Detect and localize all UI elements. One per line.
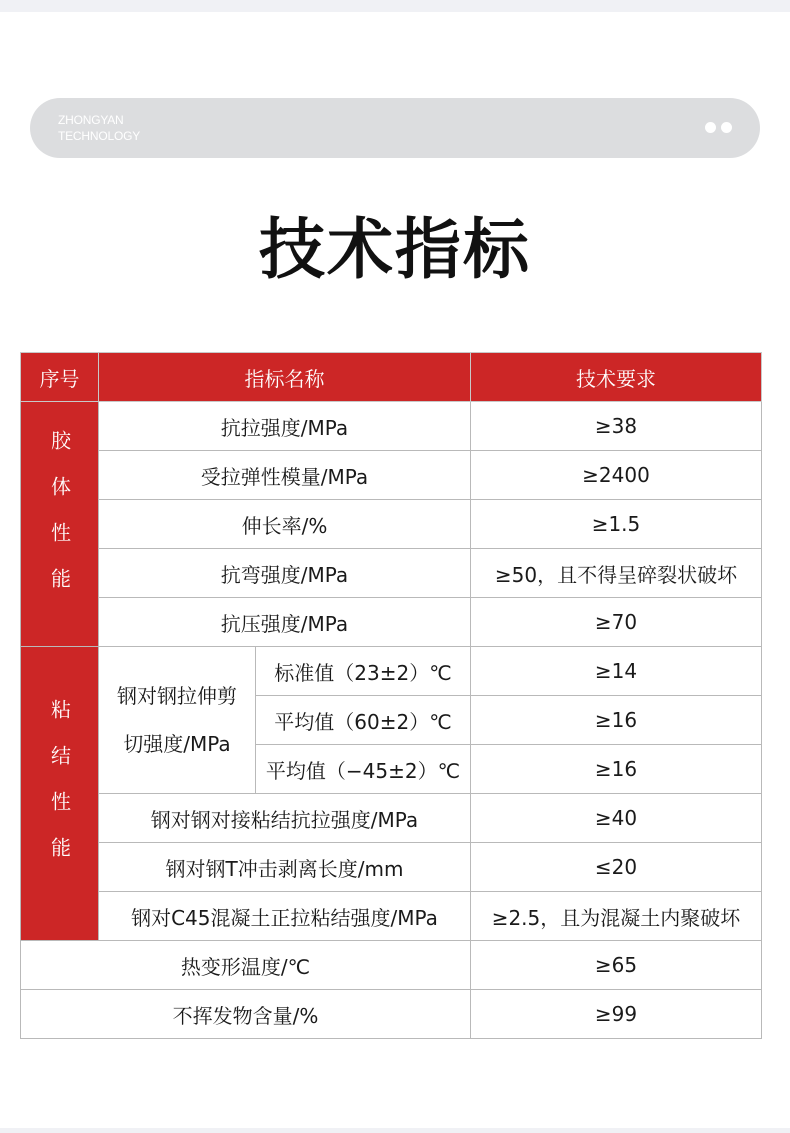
row-condition: 平均值（60±2）℃ [256, 696, 471, 745]
table-row [21, 598, 762, 647]
group-label-colloid [21, 402, 99, 647]
brand-logo-text [58, 112, 140, 144]
shear-name-line-1: 钢对钢拉伸剪 [117, 684, 237, 708]
row-name: 抗弯强度/MPa [99, 549, 471, 598]
row-name: 钢对钢T冲击剥离长度/mm [99, 843, 471, 892]
row-name: 抗拉强度/MPa [99, 402, 471, 451]
row-value: ≥50，且不得呈碎裂状破坏 [471, 549, 762, 598]
row-name: 热变形温度/℃ [21, 941, 471, 990]
row-value: ≥2.5，且为混凝土内聚破坏 [471, 892, 762, 941]
brand-line-1: ZHONGYAN [58, 113, 124, 127]
row-condition: 标准值（23±2）℃ [256, 647, 471, 696]
table-row [21, 794, 762, 843]
row-value: ≥38 [471, 402, 762, 451]
row-value: ≥65 [471, 941, 762, 990]
group-label-text: 胶体性能 [47, 429, 72, 614]
table-row [21, 892, 762, 941]
row-value: ≤20 [471, 843, 762, 892]
table-row [21, 500, 762, 549]
header-requirement: 技术要求 [471, 353, 762, 402]
dot-icon [705, 122, 716, 133]
table-row [21, 549, 762, 598]
shear-name-line-2: 切强度/MPa [123, 732, 231, 756]
page-title: 技术指标 [259, 211, 531, 288]
header-name: 指标名称 [99, 353, 471, 402]
row-name: 钢对C45混凝土正拉粘结强度/MPa [99, 892, 471, 941]
table-row [21, 402, 762, 451]
table-row [21, 941, 762, 990]
brand-bar [30, 98, 760, 158]
row-value: ≥2400 [471, 451, 762, 500]
header-index: 序号 [21, 353, 99, 402]
row-name: 抗压强度/MPa [99, 598, 471, 647]
row-value: ≥14 [471, 647, 762, 696]
row-name: 受拉弹性模量/MPa [99, 451, 471, 500]
dots-decoration [705, 122, 732, 133]
row-name: 不挥发物含量/% [21, 990, 471, 1039]
row-value: ≥40 [471, 794, 762, 843]
table-header-row [21, 353, 762, 402]
table-row [21, 451, 762, 500]
group-label-text: 粘结性能 [47, 699, 72, 883]
spec-table [20, 352, 762, 1039]
row-name: 伸长率/% [99, 500, 471, 549]
table-row [21, 843, 762, 892]
row-value: ≥99 [471, 990, 762, 1039]
shear-strength-name [99, 647, 256, 794]
brand-line-2: TECHNOLOGY [58, 129, 141, 143]
dot-icon [721, 122, 732, 133]
row-value: ≥16 [471, 696, 762, 745]
table-row [21, 647, 762, 696]
row-condition: 平均值（−45±2）℃ [256, 745, 471, 794]
bottom-strip [0, 1128, 790, 1133]
table-row [21, 990, 762, 1039]
row-value: ≥16 [471, 745, 762, 794]
row-name: 钢对钢对接粘结抗拉强度/MPa [99, 794, 471, 843]
top-strip [0, 0, 790, 12]
group-label-bonding [21, 647, 99, 941]
row-value: ≥70 [471, 598, 762, 647]
row-value: ≥1.5 [471, 500, 762, 549]
